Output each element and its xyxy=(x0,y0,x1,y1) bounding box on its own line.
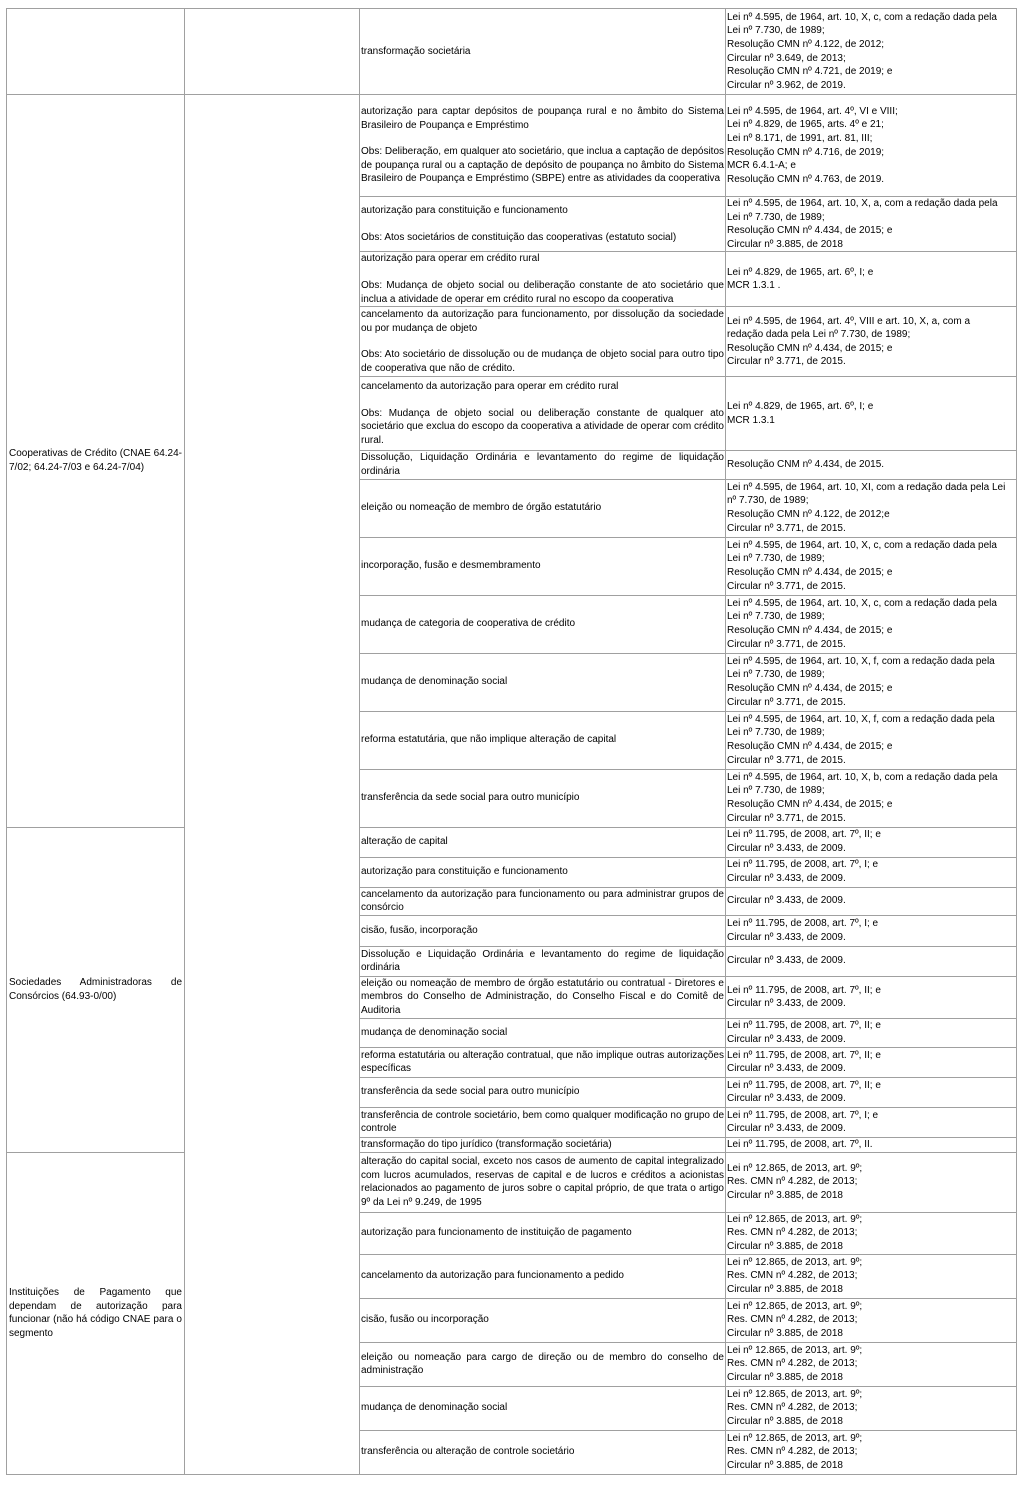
legal-basis-line: Resolução CMN nº 4.122, de 2012;e xyxy=(727,509,890,521)
legal-basis-line: Circular nº 3.433, de 2009. xyxy=(727,1063,846,1075)
act-title: cancelamento da autorização para funcionamento a pedido xyxy=(361,1270,624,1282)
act-cell xyxy=(360,1152,726,1212)
legal-basis-line: Circular nº 3.433, de 2009. xyxy=(727,1123,846,1135)
legal-basis-line: Resolução CMN nº 4.434, de 2015; e xyxy=(727,799,893,811)
legal-basis-line: Res. CMN nº 4.282, de 2013; xyxy=(727,1402,858,1414)
act-cell xyxy=(360,479,726,537)
legal-basis-line: Lei nº 7.730, de 1989; xyxy=(727,611,825,623)
act-cell xyxy=(360,1137,726,1152)
act-observation: Obs: Atos societários de constituição das cooperativas (estatuto social) xyxy=(361,231,677,243)
legal-basis-line: Lei nº 4.595, de 1964, art. 10, X, b, com a redação dada pela xyxy=(727,771,998,783)
legal-basis-line: Circular nº 3.771, de 2015. xyxy=(727,812,846,824)
legal-basis-line: Lei nº 4.595, de 1964, art. 10, XI, com a redação dada pela Lei xyxy=(727,481,1006,493)
legal-basis-line: Circular nº 3.771, de 2015. xyxy=(727,638,846,650)
blank-cell xyxy=(185,95,360,1475)
act-cell xyxy=(360,9,726,95)
legal-basis-line: Lei nº 11.795, de 2008, art. 7º, II; e xyxy=(727,1049,881,1061)
legal-basis-cell xyxy=(726,769,1017,827)
table-row xyxy=(7,1152,1017,1212)
table-row xyxy=(7,827,1017,857)
act-cell xyxy=(360,1430,726,1474)
act-observation: Obs: Ato societário de dissolução ou de mudança de objeto social para outro tipo de cooperativa que não de crédito. xyxy=(361,349,724,374)
legal-basis-cell xyxy=(726,1018,1017,1047)
act-cell xyxy=(360,1342,726,1386)
act-observation: Obs: Mudança de objeto social ou deliberação constante de ato societário que inclua a atividade de operar em crédito rural no escopo da cooperativa xyxy=(361,280,724,305)
legal-basis-line: Lei nº 12.865, de 2013, art. 9º; xyxy=(727,1388,863,1400)
act-title: Dissolução, Liquidação Ordinária e levantamento do regime de liquidação ordinária xyxy=(361,452,724,477)
segment-cell: Instituições de Pagamento que dependam de autorização para funcionar (não há código CNAE para o segmento xyxy=(7,1152,185,1474)
legal-basis-cell xyxy=(726,827,1017,857)
legal-basis-line: Lei nº 11.795, de 2008, art. 7º, I; e xyxy=(727,1109,879,1121)
regulatory-acts-table xyxy=(6,8,1017,1475)
legal-basis-cell xyxy=(726,1386,1017,1430)
legal-basis-line: Circular nº 3.433, de 2009. xyxy=(727,1093,846,1105)
legal-basis-line: Circular nº 3.433, de 2009. xyxy=(727,955,846,967)
act-cell xyxy=(360,887,726,915)
legal-basis-line: Circular nº 3.771, de 2015. xyxy=(727,580,846,592)
legal-basis-line: Resolução CMN nº 4.122, de 2012; xyxy=(727,38,885,50)
legal-basis-cell xyxy=(726,377,1017,451)
legal-basis-cell xyxy=(726,946,1017,976)
legal-basis-line: Lei nº 11.795, de 2008, art. 7º, II. xyxy=(727,1138,873,1150)
act-title: transferência de controle societário, bem como qualquer modificação no grupo de controle xyxy=(361,1109,724,1135)
table-row xyxy=(7,9,1017,95)
act-title: transferência da sede social para outro município xyxy=(361,1086,580,1098)
legal-basis-line: redação dada pela Lei nº 7.730, de 1989; xyxy=(727,329,911,341)
act-cell xyxy=(360,451,726,479)
legal-basis-line: Res. CMN nº 4.282, de 2013; xyxy=(727,1314,858,1326)
legal-basis-cell xyxy=(726,479,1017,537)
legal-basis-line: Circular nº 3.433, de 2009. xyxy=(727,1033,846,1045)
legal-basis-cell xyxy=(726,1137,1017,1152)
act-title: cisão, fusão ou incorporação xyxy=(361,1314,489,1326)
legal-basis-cell xyxy=(726,95,1017,197)
act-cell xyxy=(360,1077,726,1107)
legal-basis-line: Circular nº 3.433, de 2009. xyxy=(727,931,846,943)
act-title: cancelamento da autorização para funcionamento ou para administrar grupos de consórcio xyxy=(361,888,724,914)
legal-basis-line: Lei nº 4.595, de 1964, art. 10, X, a, com a redação dada pela xyxy=(727,198,998,209)
legal-basis-line: Lei nº 4.829, de 1965, art. 6º, I; e xyxy=(727,401,874,413)
act-cell xyxy=(360,95,726,197)
legal-basis-line: Circular nº 3.885, de 2018 xyxy=(727,1190,843,1202)
legal-basis-line: Lei nº 4.595, de 1964, art. 10, X, c, com a redação dada pela xyxy=(727,11,997,23)
legal-basis-line: Resolução CNM nº 4.434, de 2015. xyxy=(727,459,885,471)
act-title: transferência da sede social para outro município xyxy=(361,792,580,804)
legal-basis-line: MCR 6.4.1-A; e xyxy=(727,160,796,172)
legal-basis-line: Lei nº 4.829, de 1965, art. 6º, I; e xyxy=(727,266,874,278)
legal-basis-line: Resolução CMN nº 4.434, de 2015; e xyxy=(727,225,893,237)
legal-basis-line: Lei nº 7.730, de 1989; xyxy=(727,25,825,37)
act-title: eleição ou nomeação de membro de órgão estatutário ou contratual - Diretores e membros do Conselho de Administração, do Conselho Fiscal e do Comitê de Auditoria xyxy=(361,977,724,1017)
segment-cell: Sociedades Administradoras de Consórcios (64.93-0/00) xyxy=(7,827,185,1152)
table-row xyxy=(7,95,1017,197)
legal-basis-line: MCR 1.3.1 . xyxy=(727,280,781,292)
legal-basis-cell xyxy=(726,1047,1017,1077)
blank-cell xyxy=(185,9,360,95)
act-title: cancelamento da autorização para operar em crédito rural xyxy=(361,381,619,393)
legal-basis-line: Lei nº 12.865, de 2013, art. 9º; xyxy=(727,1432,863,1444)
legal-basis-line: Lei nº 12.865, de 2013, art. 9º; xyxy=(727,1162,863,1174)
act-cell xyxy=(360,946,726,976)
act-cell xyxy=(360,537,726,595)
act-cell xyxy=(360,377,726,451)
legal-basis-line: Circular nº 3.771, de 2015. xyxy=(727,696,846,708)
legal-basis-line: Circular nº 3.962, de 2019. xyxy=(727,79,846,91)
legal-basis-line: Lei nº 11.795, de 2008, art. 7º, II; e xyxy=(727,984,881,996)
act-cell xyxy=(360,827,726,857)
legal-basis-line: Lei nº 11.795, de 2008, art. 7º, II; e xyxy=(727,1079,881,1091)
legal-basis-line: Lei nº 12.865, de 2013, art. 9º; xyxy=(727,1256,863,1268)
act-cell xyxy=(360,1047,726,1077)
legal-basis-line: Lei nº 8.171, de 1991, art. 81, III; xyxy=(727,132,873,144)
act-title: autorização para constituição e funcionamento xyxy=(361,866,568,878)
segment-cell xyxy=(7,9,185,95)
act-title: autorização para constituição e funcionamento xyxy=(361,205,568,217)
act-cell xyxy=(360,252,726,307)
legal-basis-line: Lei nº 4.595, de 1964, art. 4º, VI e VIII; xyxy=(727,105,898,117)
act-title: incorporação, fusão e desmembramento xyxy=(361,560,541,572)
legal-basis-cell xyxy=(726,1342,1017,1386)
legal-basis-line: Circular nº 3.885, de 2018 xyxy=(727,1328,843,1340)
legal-basis-line: Circular nº 3.433, de 2009. xyxy=(727,998,846,1010)
legal-basis-cell xyxy=(726,451,1017,479)
legal-basis-cell xyxy=(726,9,1017,95)
table-body xyxy=(7,9,1017,1475)
act-observation: Obs: Mudança de objeto social ou deliberação constante de qualquer ato societário que exclua do escopo da cooperativa a atividade de operar com crédito rural. xyxy=(361,407,724,446)
act-title: mudança de denominação social xyxy=(361,1402,508,1414)
legal-basis-line: Lei nº 11.795, de 2008, art. 7º, I; e xyxy=(727,859,879,871)
act-title: autorização para captar depósitos de poupança rural e no âmbito do Sistema Brasileiro de Poupança e Empréstimo xyxy=(361,106,724,131)
legal-basis-line: Circular nº 3.433, de 2009. xyxy=(727,843,846,855)
act-title: cisão, fusão, incorporação xyxy=(361,924,478,936)
act-title: alteração do capital social, exceto nos casos de aumento de capital integralizado com lucros acumulados, reservas de capital e de lucros e créditos a acionistas relacionados ao pagamento de juros sobre o capital próprio, de que trata o artigo 9º da Lei nº 9.249, de 1995 xyxy=(361,1156,724,1208)
act-title: mudança de categoria de cooperativa de crédito xyxy=(361,618,576,630)
act-cell xyxy=(360,595,726,653)
legal-basis-line: Lei nº 11.795, de 2008, art. 7º, II; e xyxy=(727,829,881,841)
act-title: alteração de capital xyxy=(361,836,448,848)
act-title: autorização para funcionamento de instituição de pagamento xyxy=(361,1227,632,1239)
legal-basis-line: Res. CMN nº 4.282, de 2013; xyxy=(727,1227,858,1239)
legal-basis-line: Circular nº 3.433, de 2009. xyxy=(727,895,846,907)
act-cell xyxy=(360,307,726,377)
legal-basis-line: Resolução CMN nº 4.434, de 2015; e xyxy=(727,342,893,354)
legal-basis-line: Lei nº 4.595, de 1964, art. 10, X, f, com a redação dada pela xyxy=(727,655,995,667)
act-title: reforma estatutária ou alteração contratual, que não implique outras autorizações específicas xyxy=(361,1049,724,1075)
legal-basis-line: Circular nº 3.885, de 2018 xyxy=(727,1284,843,1296)
legal-basis-cell xyxy=(726,976,1017,1018)
legal-basis-line: Circular nº 3.771, de 2015. xyxy=(727,522,846,534)
legal-basis-line: Lei nº 7.730, de 1989; xyxy=(727,211,825,223)
act-title: Dissolução e Liquidação Ordinária e levantamento do regime de liquidação ordinária xyxy=(361,948,724,974)
legal-basis-line: Circular nº 3.649, de 2013; xyxy=(727,52,846,64)
legal-basis-line: Resolução CMN nº 4.434, de 2015; e xyxy=(727,625,893,637)
legal-basis-line: Lei nº 7.730, de 1989; xyxy=(727,553,825,565)
legal-basis-line: Lei nº 7.730, de 1989; xyxy=(727,785,825,797)
legal-basis-line: Circular nº 3.885, de 2018 xyxy=(727,1460,843,1472)
legal-basis-line: Circular nº 3.771, de 2015. xyxy=(727,754,846,766)
act-title: transferência ou alteração de controle societário xyxy=(361,1446,575,1458)
legal-basis-cell xyxy=(726,887,1017,915)
legal-basis-line: Lei nº 4.595, de 1964, art. 10, X, c, com a redação dada pela xyxy=(727,539,997,551)
act-cell xyxy=(360,915,726,946)
legal-basis-line: nº 7.730, de 1989; xyxy=(727,495,809,507)
legal-basis-line: MCR 1.3.1 xyxy=(727,414,775,426)
legal-basis-cell xyxy=(726,711,1017,769)
legal-basis-line: Lei nº 4.595, de 1964, art. 10, X, f, com a redação dada pela xyxy=(727,713,995,725)
act-cell xyxy=(360,769,726,827)
act-cell xyxy=(360,1107,726,1137)
legal-basis-line: Res. CMN nº 4.282, de 2013; xyxy=(727,1358,858,1370)
legal-basis-cell xyxy=(726,857,1017,887)
legal-basis-line: Lei nº 12.865, de 2013, art. 9º; xyxy=(727,1300,863,1312)
act-cell xyxy=(360,1298,726,1342)
act-title: autorização para operar em crédito rural xyxy=(361,253,540,265)
legal-basis-line: Res. CMN nº 4.282, de 2013; xyxy=(727,1446,858,1458)
legal-basis-line: Circular nº 3.885, de 2018 xyxy=(727,1416,843,1428)
act-title: transformação do tipo jurídico (transformação societária) xyxy=(361,1138,612,1150)
act-title: mudança de denominação social xyxy=(361,1026,508,1038)
legal-basis-line: Resolução CMN nº 4.721, de 2019; e xyxy=(727,66,893,78)
act-title: mudança de denominação social xyxy=(361,676,508,688)
legal-basis-line: Lei nº 7.730, de 1989; xyxy=(727,727,825,739)
act-title: reforma estatutária, que não implique alteração de capital xyxy=(361,734,617,746)
segment-cell: Cooperativas de Crédito (CNAE 64.24-7/02; 64.24-7/03 e 64.24-7/04) xyxy=(7,95,185,828)
act-title: transformação societária xyxy=(361,45,471,57)
legal-basis-cell xyxy=(726,1212,1017,1254)
legal-basis-line: Lei nº 4.595, de 1964, art. 10, X, c, com a redação dada pela xyxy=(727,597,997,609)
legal-basis-line: Lei nº 12.865, de 2013, art. 9º; xyxy=(727,1344,863,1356)
legal-basis-line: Res. CMN nº 4.282, de 2013; xyxy=(727,1176,858,1188)
legal-basis-cell xyxy=(726,1430,1017,1474)
legal-basis-line: Lei nº 4.829, de 1965, arts. 4º e 21; xyxy=(727,119,884,131)
legal-basis-line: Res. CMN nº 4.282, de 2013; xyxy=(727,1270,858,1282)
legal-basis-line: Lei nº 11.795, de 2008, art. 7º, II; e xyxy=(727,1020,881,1032)
legal-basis-line: Resolução CMN nº 4.434, de 2015; e xyxy=(727,567,893,579)
legal-basis-cell xyxy=(726,1107,1017,1137)
act-title: eleição ou nomeação de membro de órgão estatutário xyxy=(361,502,602,514)
act-cell xyxy=(360,857,726,887)
legal-basis-line: Circular nº 3.771, de 2015. xyxy=(727,356,846,368)
legal-basis-cell xyxy=(726,1077,1017,1107)
legal-basis-cell xyxy=(726,1254,1017,1298)
act-cell xyxy=(360,1386,726,1430)
legal-basis-line: Lei nº 7.730, de 1989; xyxy=(727,669,825,681)
legal-basis-cell xyxy=(726,915,1017,946)
legal-basis-line: Resolução CMN nº 4.434, de 2015; e xyxy=(727,683,893,695)
legal-basis-cell xyxy=(726,252,1017,307)
legal-basis-line: Circular nº 3.885, de 2018 xyxy=(727,1241,843,1253)
act-title: eleição ou nomeação para cargo de direção ou de membro do conselho de administração xyxy=(361,1351,724,1377)
act-cell xyxy=(360,1254,726,1298)
legal-basis-line: Lei nº 11.795, de 2008, art. 7º, I; e xyxy=(727,918,879,930)
legal-basis-line: Circular nº 3.885, de 2018 xyxy=(727,1372,843,1384)
legal-basis-line: Circular nº 3.433, de 2009. xyxy=(727,873,846,885)
legal-basis-cell xyxy=(726,653,1017,711)
legal-basis-cell xyxy=(726,595,1017,653)
legal-basis-line: Resolução CMN nº 4.763, de 2019. xyxy=(727,173,885,185)
act-observation: Obs: Deliberação, em qualquer ato societário, que inclua a captação de depósitos de poupança rural ou a captação de depósito de poupança no âmbito do Sistema Brasileiro de Poupança e Empréstimo (SBPE) entre as atividades da cooperativa xyxy=(361,146,725,185)
legal-basis-line: Circular nº 3.885, de 2018 xyxy=(727,238,843,250)
legal-basis-line: Lei nº 4.595, de 1964, art. 4º, VIII e art. 10, X, a, com a xyxy=(727,315,971,327)
act-cell xyxy=(360,1212,726,1254)
legal-basis-line: Resolução CMN nº 4.716, de 2019; xyxy=(727,146,885,158)
act-cell xyxy=(360,711,726,769)
legal-basis-line: Resolução CMN nº 4.434, de 2015; e xyxy=(727,741,893,753)
act-cell xyxy=(360,197,726,252)
act-cell xyxy=(360,653,726,711)
legal-basis-line: Lei nº 12.865, de 2013, art. 9º; xyxy=(727,1213,863,1225)
legal-basis-cell xyxy=(726,307,1017,377)
legal-basis-cell xyxy=(726,537,1017,595)
act-title: cancelamento da autorização para funcionamento, por dissolução da sociedade ou por mudança de objeto xyxy=(361,309,724,334)
legal-basis-cell xyxy=(726,1298,1017,1342)
act-cell xyxy=(360,1018,726,1047)
act-cell xyxy=(360,976,726,1018)
legal-basis-cell xyxy=(726,197,1017,252)
legal-basis-cell xyxy=(726,1152,1017,1212)
